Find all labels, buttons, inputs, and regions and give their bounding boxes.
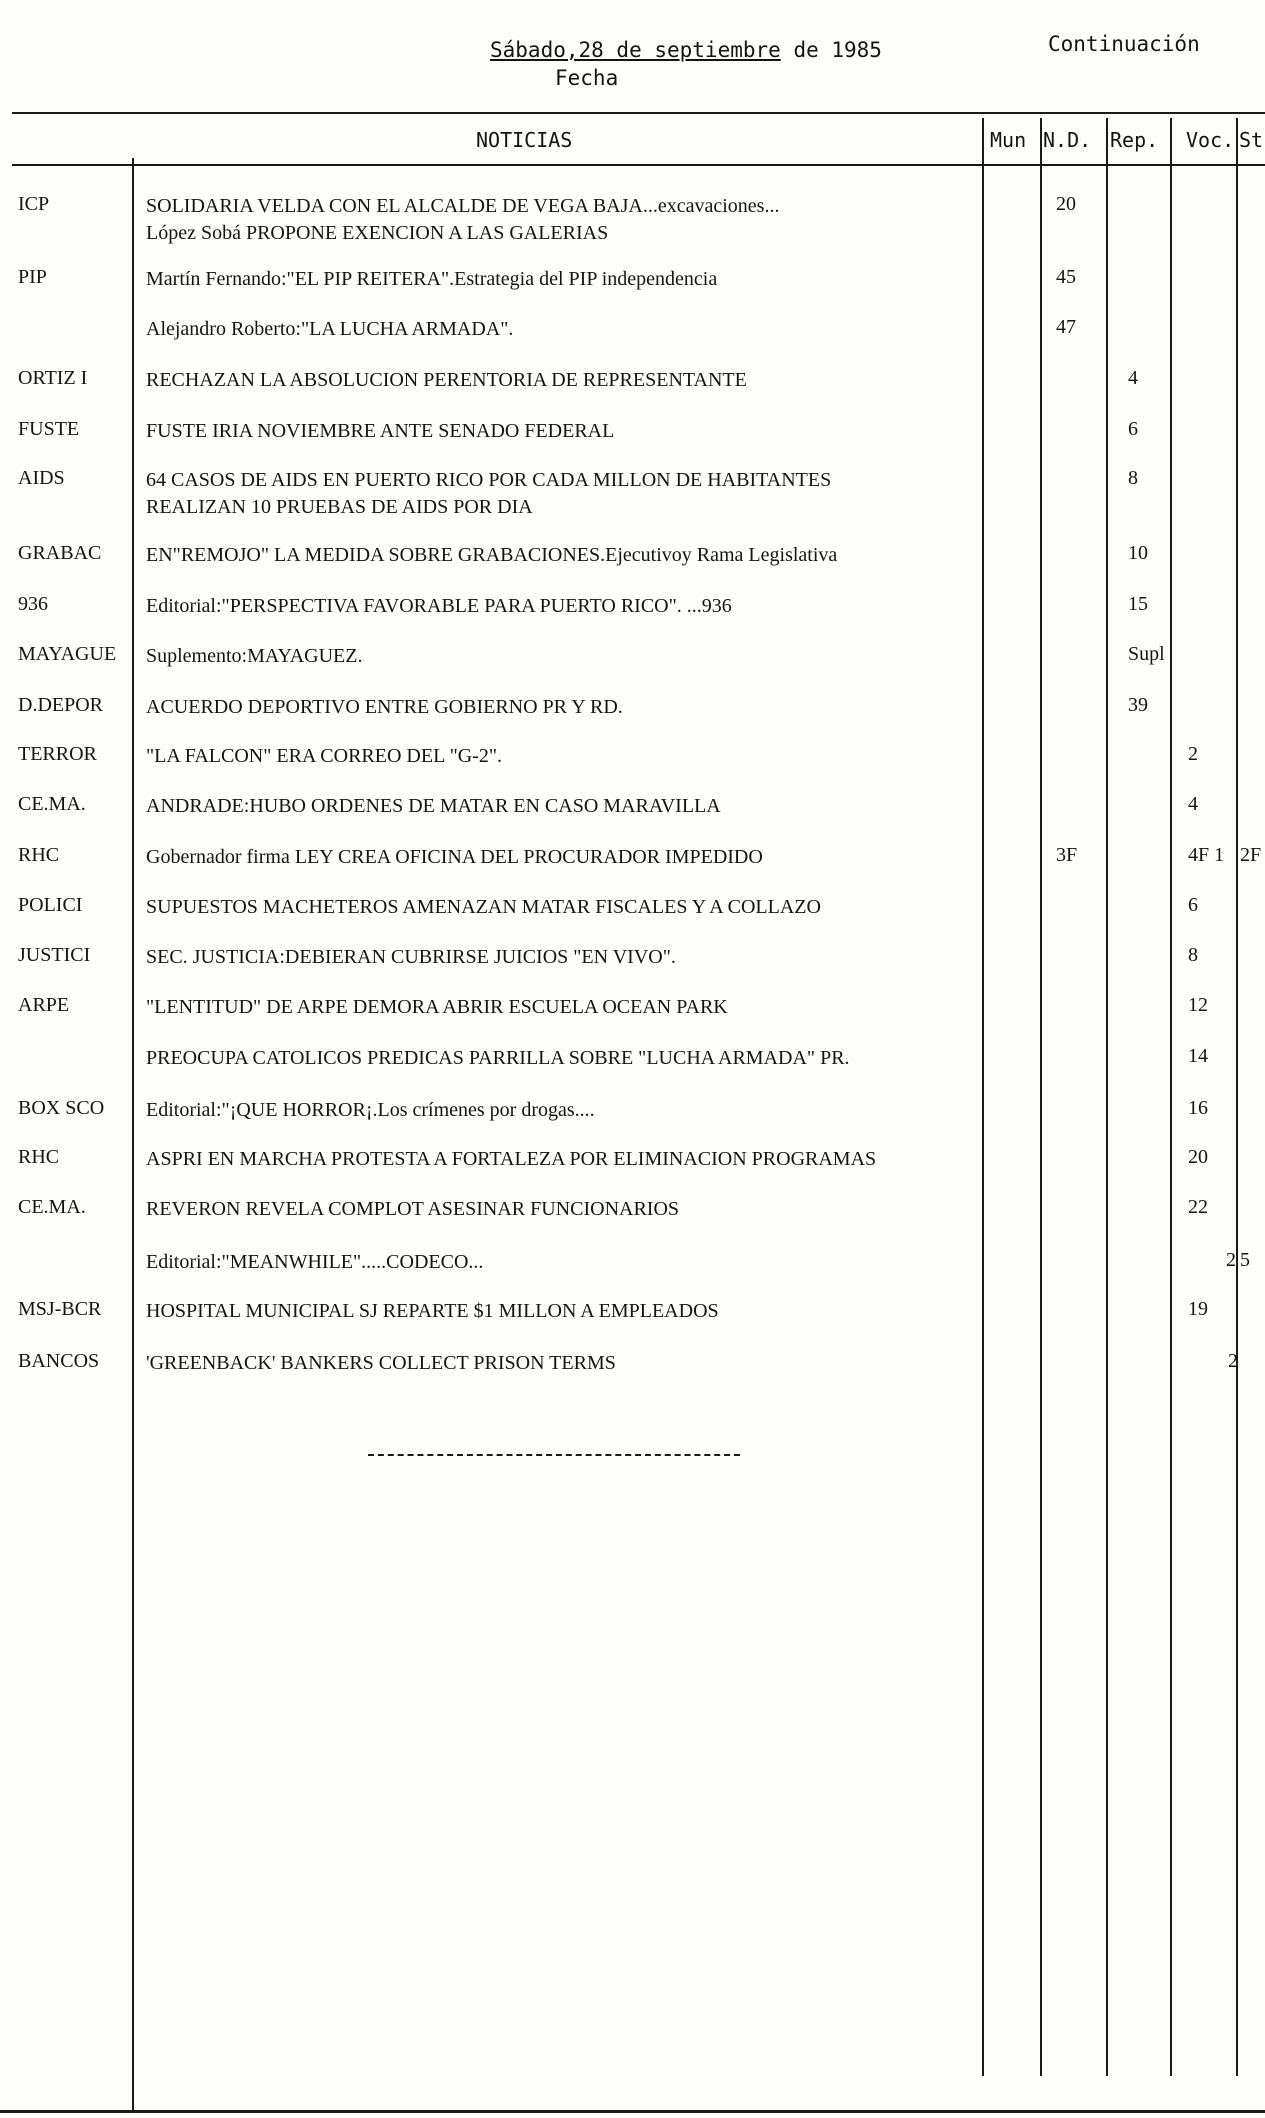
row-voc-page: 14 xyxy=(1188,1045,1208,1067)
row-voc-page: 2 xyxy=(1226,1249,1236,1271)
row-voc-page: 4 xyxy=(1188,793,1198,815)
row-code: RHC xyxy=(18,844,60,866)
row-headline: Editorial:"MEANWHILE".....CODECO... xyxy=(146,1251,484,1273)
row-code: POLICI xyxy=(18,894,83,916)
row-voc-page: 2 xyxy=(1228,1350,1238,1372)
row-voc-page: 20 xyxy=(1188,1146,1208,1168)
row-code: ORTIZ I xyxy=(18,367,88,389)
row-headline: ACUERDO DEPORTIVO ENTRE GOBIERNO PR Y RD. xyxy=(146,696,623,718)
row-code: PIP xyxy=(18,266,47,288)
table-row xyxy=(0,467,1265,517)
row-code: RHC xyxy=(18,1146,60,1168)
row-rep-page: 15 xyxy=(1128,593,1148,615)
table-row xyxy=(0,1298,1265,1348)
row-headline: "LA FALCON" ERA CORREO DEL "G-2". xyxy=(146,745,502,767)
row-headline: HOSPITAL MUNICIPAL SJ REPARTE $1 MILLON A EMPLEADOS xyxy=(146,1300,719,1322)
row-rep-page: 6 xyxy=(1128,418,1138,440)
date-underlined: Sábado,28 de septiembre xyxy=(490,38,781,62)
row-rep-page: 10 xyxy=(1128,542,1148,564)
bottom-rule xyxy=(0,2110,1265,2113)
row-rep-page: Supl xyxy=(1128,643,1165,665)
row-voc-page: 8 xyxy=(1188,944,1198,966)
header-bottom-rule xyxy=(12,164,1265,166)
table-row xyxy=(0,944,1265,994)
row-code: AIDS xyxy=(18,467,65,489)
table-row xyxy=(0,542,1265,592)
row-headline: SEC. JUSTICIA:DEBIERAN CUBRIRSE JUICIOS "EN VIVO". xyxy=(146,946,676,968)
table-top-rule xyxy=(12,112,1265,114)
row-voc-page: 4F 1 xyxy=(1188,844,1225,866)
table-row xyxy=(0,1146,1265,1196)
mun-header: Mun xyxy=(990,128,1027,152)
row-code: FUSTE xyxy=(18,418,80,440)
table-row xyxy=(0,418,1265,468)
row-headline: PREOCUPA CATOLICOS PREDICAS PARRILLA SOBRE "LUCHA ARMADA" PR. xyxy=(146,1047,850,1069)
table-row xyxy=(0,1097,1265,1147)
row-code: CE.MA. xyxy=(18,1196,86,1218)
rep-header: Rep. xyxy=(1110,128,1159,152)
row-voc-page: 6 xyxy=(1188,894,1198,916)
row-headline: Editorial:"¡QUE HORROR¡.Los crímenes por drogas.... xyxy=(146,1099,595,1121)
st-header: St xyxy=(1239,128,1264,152)
row-nd-page: 3F xyxy=(1056,844,1078,866)
row-voc-page: 2 xyxy=(1188,743,1198,765)
row-code: JUSTICI xyxy=(18,944,91,966)
row-headline: SOLIDARIA VELDA CON EL ALCALDE DE VEGA BAJA...excavaciones... López Sobá PROPONE EXENCION A LAS GALERIAS xyxy=(146,195,780,244)
row-headline: ASPRI EN MARCHA PROTESTA A FORTALEZA POR ELIMINACION PROGRAMAS xyxy=(146,1148,877,1170)
table-row xyxy=(0,894,1265,944)
nd-header: N.D. xyxy=(1043,128,1092,152)
row-code: MAYAGUE xyxy=(18,643,117,665)
table-row xyxy=(0,593,1265,643)
table-row xyxy=(0,1045,1265,1095)
row-nd-page: 20 xyxy=(1056,193,1076,215)
fecha-label: Fecha xyxy=(555,66,619,90)
row-nd-page: 47 xyxy=(1056,316,1076,338)
row-headline: RECHAZAN LA ABSOLUCION PERENTORIA DE REPRESENTANTE xyxy=(146,369,747,391)
table-row xyxy=(0,994,1265,1044)
row-code: ICP xyxy=(18,193,50,215)
table-row xyxy=(0,1196,1265,1246)
row-code: MSJ-BCR xyxy=(18,1298,102,1320)
row-headline: Gobernador firma LEY CREA OFICINA DEL PROCURADOR IMPEDIDO xyxy=(146,846,763,868)
row-nd-page: 45 xyxy=(1056,266,1076,288)
row-headline: 64 CASOS DE AIDS EN PUERTO RICO POR CADA MILLON DE HABITANTES REALIZAN 10 PRUEBAS DE AIDS POR DIA xyxy=(146,469,832,518)
row-headline: Alejandro Roberto:"LA LUCHA ARMADA". xyxy=(146,318,514,340)
row-headline: Suplemento:MAYAGUEZ. xyxy=(146,645,363,667)
table-row xyxy=(0,266,1265,316)
end-separator xyxy=(368,1454,740,1456)
table-row xyxy=(0,1350,1265,1400)
table-row xyxy=(0,793,1265,843)
table-row xyxy=(0,193,1265,243)
table-row xyxy=(0,1249,1265,1299)
date-year: de 1985 xyxy=(780,38,882,62)
row-voc-page: 19 xyxy=(1188,1298,1208,1320)
row-code: BOX SCO xyxy=(18,1097,105,1119)
row-code: ARPE xyxy=(18,994,70,1016)
continuation-label: Continuación xyxy=(1048,32,1200,56)
row-st-page: 5 xyxy=(1240,1249,1250,1271)
voc-header: Voc. xyxy=(1186,128,1235,152)
row-voc-page: 16 xyxy=(1188,1097,1208,1119)
row-headline: Martín Fernando:"EL PIP REITERA".Estrategia del PIP independencia xyxy=(146,268,718,290)
table-row xyxy=(0,694,1265,744)
row-code: GRABAC xyxy=(18,542,102,564)
row-headline: ANDRADE:HUBO ORDENES DE MATAR EN CASO MARAVILLA xyxy=(146,795,721,817)
row-code: BANCOS xyxy=(18,1350,100,1372)
table-row xyxy=(0,643,1265,693)
document-date xyxy=(490,38,882,62)
row-headline: Editorial:"PERSPECTIVA FAVORABLE PARA PUERTO RICO". ...936 xyxy=(146,595,732,617)
table-row xyxy=(0,316,1265,366)
row-rep-page: 4 xyxy=(1128,367,1138,389)
table-row xyxy=(0,844,1265,894)
table-row xyxy=(0,367,1265,417)
row-code: CE.MA. xyxy=(18,793,86,815)
row-headline: 'GREENBACK' BANKERS COLLECT PRISON TERMS xyxy=(146,1352,616,1374)
row-voc-page: 12 xyxy=(1188,994,1208,1016)
row-st-page: 2F xyxy=(1240,844,1262,866)
row-headline: "LENTITUD" DE ARPE DEMORA ABRIR ESCUELA OCEAN PARK xyxy=(146,996,728,1018)
row-rep-page: 8 xyxy=(1128,467,1138,489)
table-row xyxy=(0,743,1265,793)
row-headline: REVERON REVELA COMPLOT ASESINAR FUNCIONARIOS xyxy=(146,1198,680,1220)
row-headline: FUSTE IRIA NOVIEMBRE ANTE SENADO FEDERAL xyxy=(146,420,615,442)
row-code: D.DEPOR xyxy=(18,694,104,716)
noticias-header: NOTICIAS xyxy=(476,128,573,152)
row-rep-page: 39 xyxy=(1128,694,1148,716)
row-voc-page: 22 xyxy=(1188,1196,1208,1218)
row-headline: EN"REMOJO" LA MEDIDA SOBRE GRABACIONES.Ejecutivoy Rama Legislativa xyxy=(146,544,838,566)
row-code: 936 xyxy=(18,593,48,615)
row-headline: SUPUESTOS MACHETEROS AMENAZAN MATAR FISCALES Y A COLLAZO xyxy=(146,896,821,918)
row-code: TERROR xyxy=(18,743,97,765)
